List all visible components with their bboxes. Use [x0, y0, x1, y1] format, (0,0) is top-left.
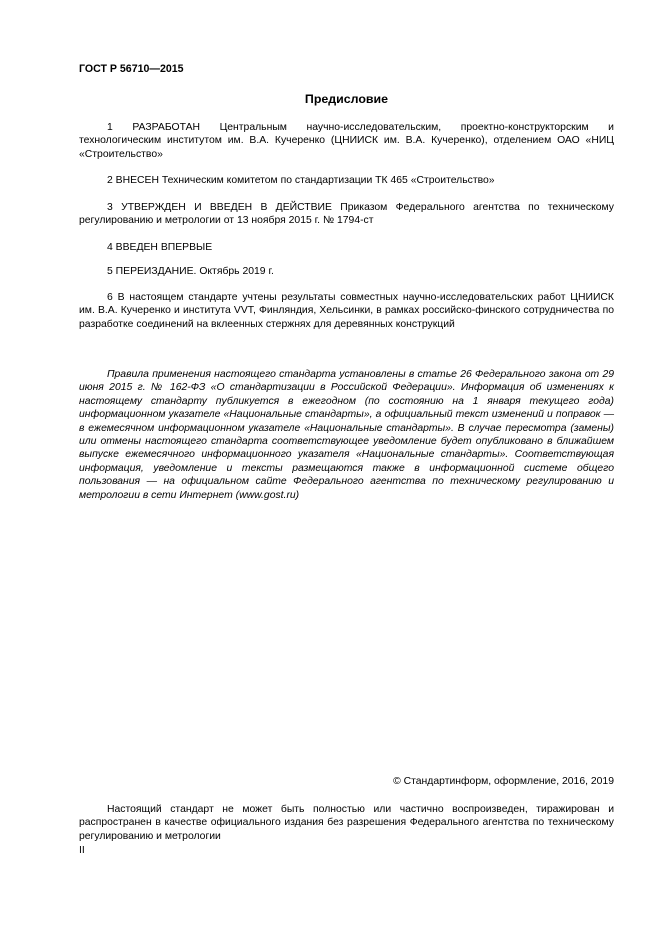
page-title: Предисловие: [304, 92, 389, 106]
copyright-line: © Стандартинформ, оформление, 2016, 2019: [393, 776, 614, 787]
reproduction-rights-notice: Настоящий стандарт не может быть полностью или частично воспроизведен, тиражирован и распространен в качестве официального издания без разрешения Федерального агентства по техническому регулированию и метрологии: [79, 804, 614, 842]
preface-item-4: 4 ВВЕДЕН ВПЕРВЫЕ: [107, 242, 213, 253]
preface-item-6: 6 В настоящем стандарте учтены результаты совместных научно-исследовательских работ ЦНИИСК им. В.А. Кучеренко и института VVT, Финляндия, Хельсинки, в рамках российско-финского сотрудничества по разработке соединений на вклеенных стержнях для деревянных конструкций: [79, 292, 614, 330]
preface-item-5: 5 ПЕРЕИЗДАНИЕ. Октябрь 2019 г.: [107, 266, 274, 277]
standard-usage-notice: Правила применения настоящего стандарта установлены в статье 26 Федерального закона от 29 июня 2015 г. № 162-ФЗ «О стандартизации в Российской Федерации». Информация об изменениях к настоящему стандарту публикуется в ежегодном (по состоянию на 1 января текущего года) информационном указателе «Национальные стандарты», а официальный текст изменений и поправок — в ежемесячном информационном указателе «Национальные стандарты». В случае пересмотра (замены) или отмены настоящего стандарта соответствующее уведомление будет опубликовано в ближайшем выпуске ежемесячного информационного указателя «Национальные стандарты». Соответствующая информация, уведомление и тексты размещаются также в информационной системе общего пользования — на официальном сайте Федерального агентства по техническому регулированию и метрологии в сети Интернет (www.gost.ru): [79, 369, 614, 501]
preface-item-2: 2 ВНЕСЕН Техническим комитетом по стандартизации ТК 465 «Строительство»: [107, 175, 495, 186]
page-number: II: [79, 845, 85, 856]
standard-code: ГОСТ Р 56710—2015: [79, 63, 184, 75]
preface-item-3: 3 УТВЕРЖДЕН И ВВЕДЕН В ДЕЙСТВИЕ Приказом Федерального агентства по техническому регулированию и метрологии от 13 ноября 2015 г. № 1794-ст: [79, 202, 614, 227]
preface-item-1: 1 РАЗРАБОТАН Центральным научно-исследовательским, проектно-конструкторским и технологическим институтом им. В.А. Кучеренко (ЦНИИСК им. В.А. Кучеренко), отделением ОАО «НИЦ «Строительство»: [79, 122, 614, 160]
